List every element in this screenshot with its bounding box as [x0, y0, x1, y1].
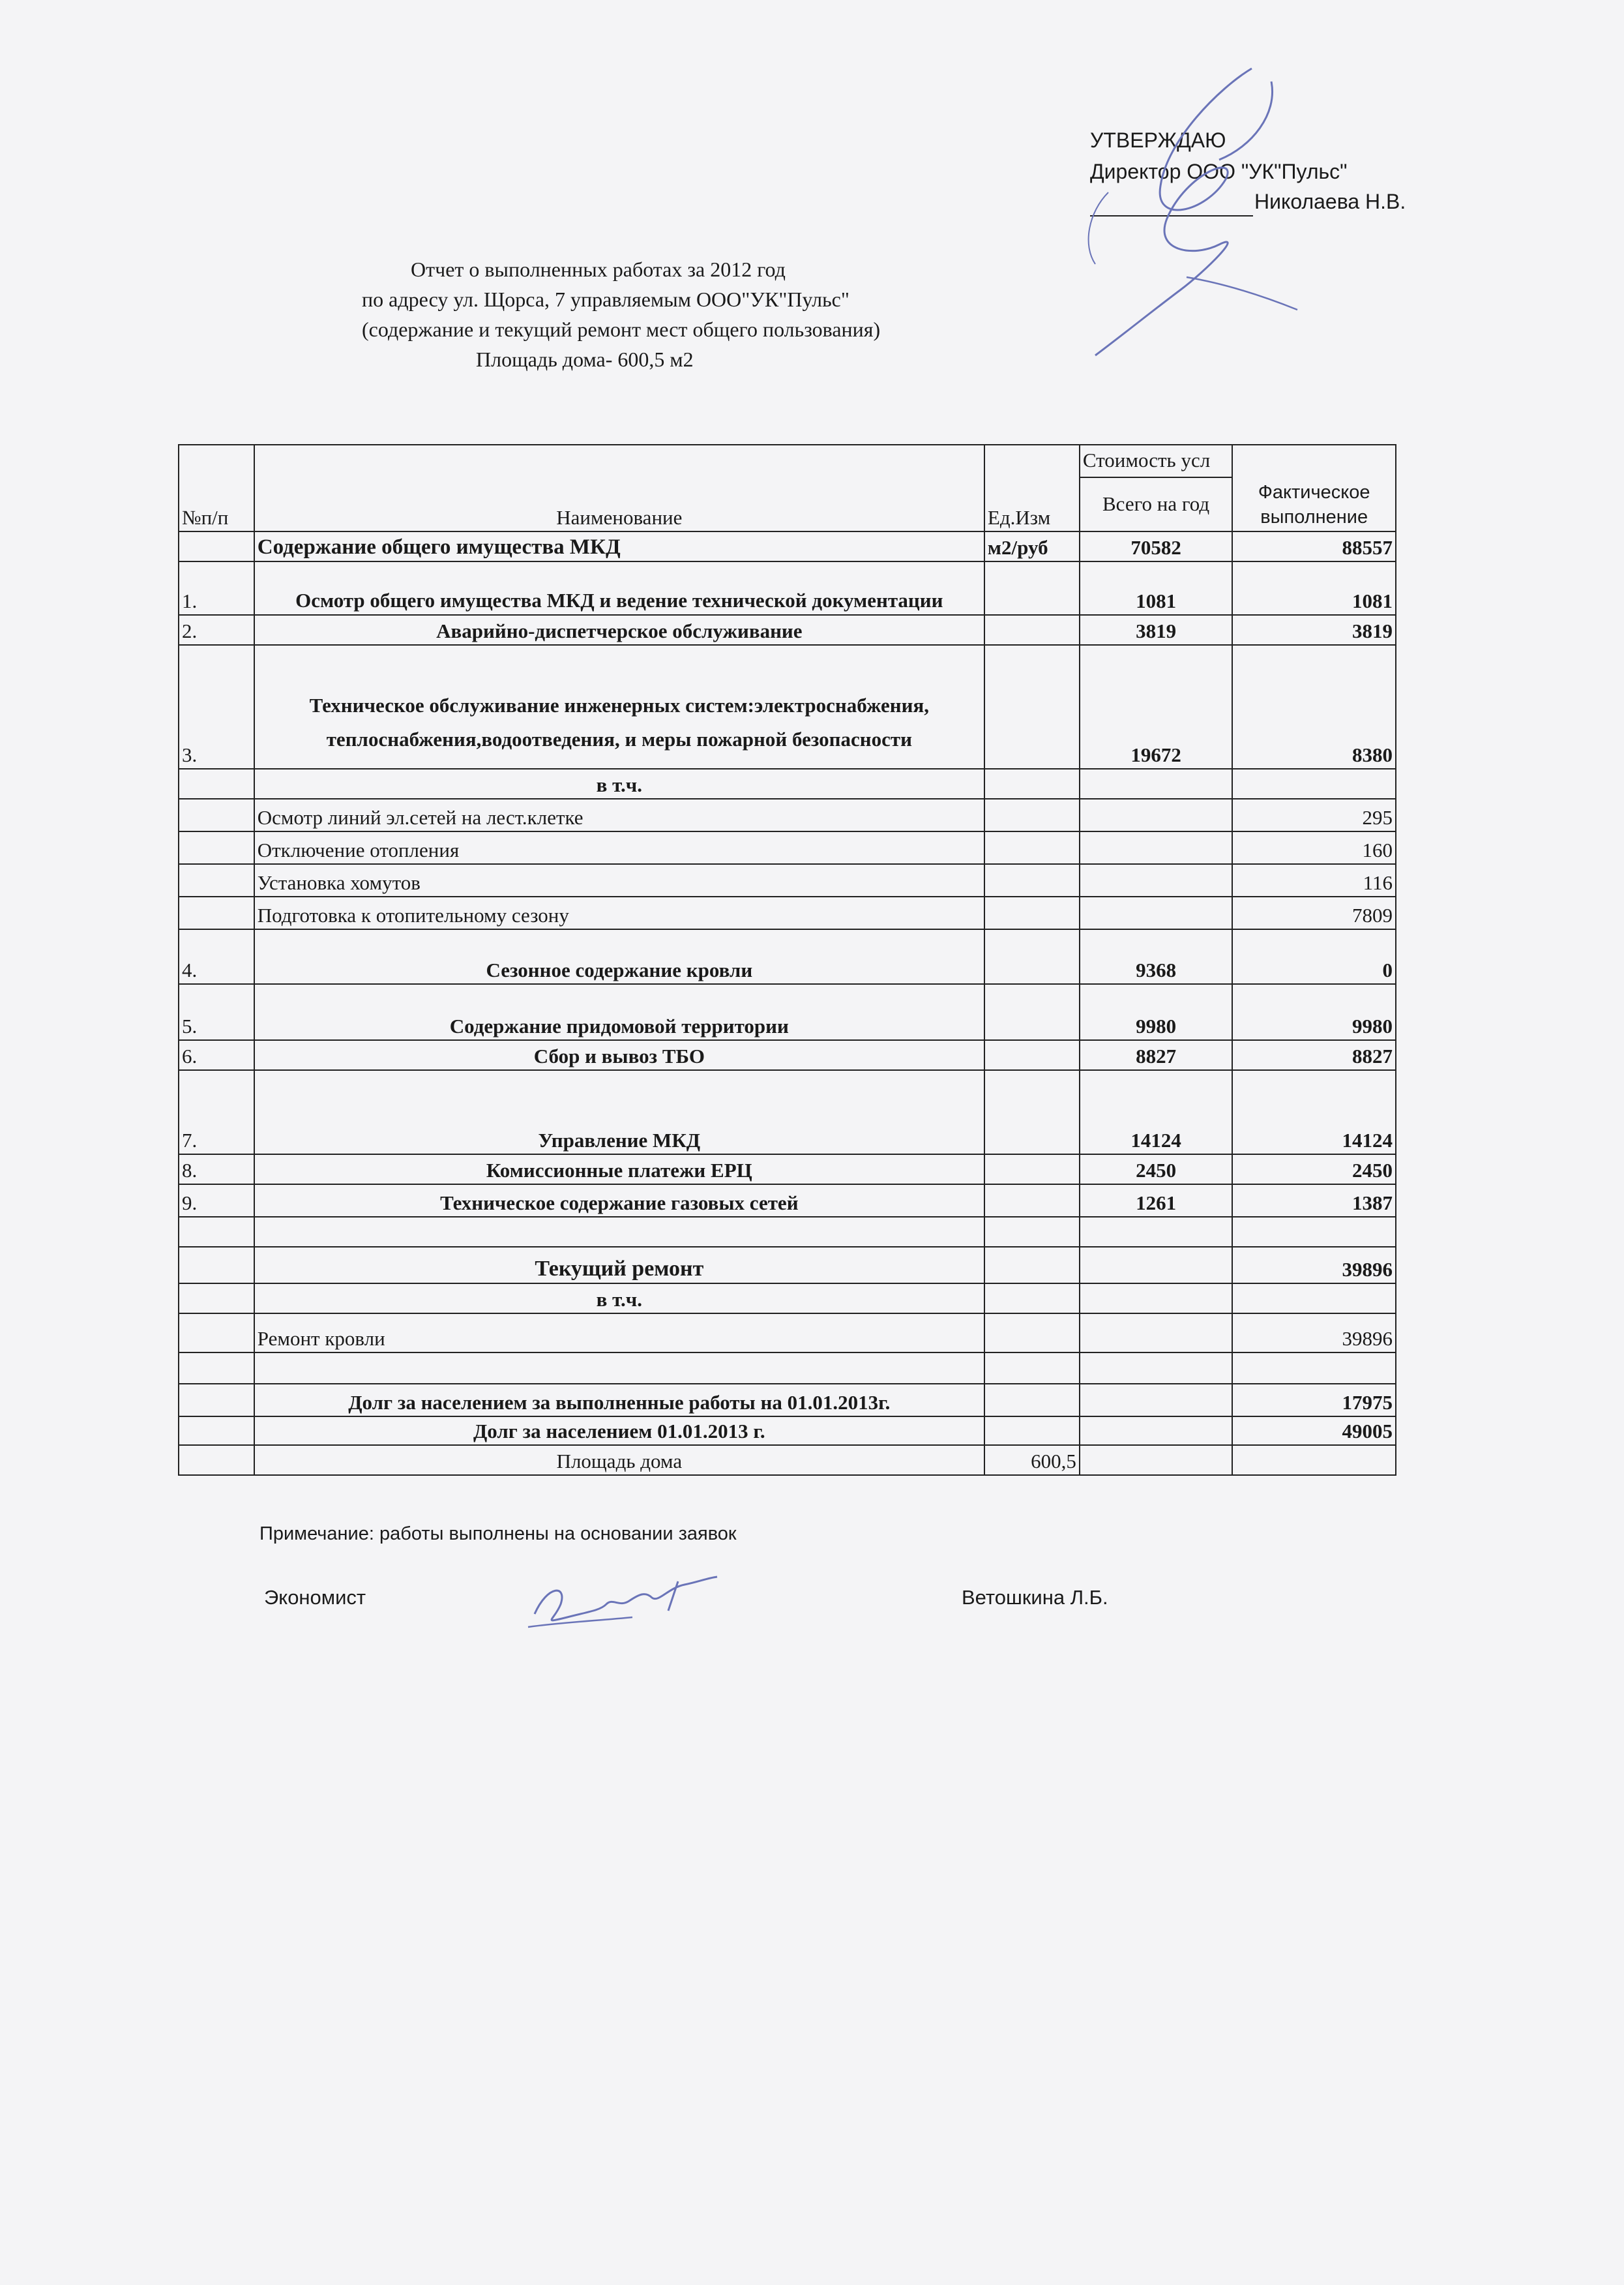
row-name: [254, 1352, 984, 1384]
row-unit: [984, 561, 1080, 615]
row-name: Осмотр линий эл.сетей на лест.клетке: [254, 799, 984, 831]
row-actual: 3819: [1232, 615, 1396, 645]
footnote: Примечание: работы выполнены на основании заявок: [259, 1523, 737, 1544]
title-line-4: Площадь дома- 600,5 м2: [476, 348, 694, 371]
row-total: [1080, 799, 1233, 831]
row-total: 70582: [1080, 531, 1233, 561]
table-row: [179, 831, 1396, 864]
header-name: Наименование: [254, 445, 984, 531]
row-actual: 2450: [1232, 1154, 1396, 1184]
table-row: [179, 929, 1396, 984]
row-actual: [1232, 1217, 1396, 1247]
row-num: [179, 1247, 254, 1283]
row-actual: 295: [1232, 799, 1396, 831]
row-unit: [984, 1352, 1080, 1384]
row-actual: 17975: [1232, 1384, 1396, 1416]
row-num: [179, 1313, 254, 1352]
row-total: 3819: [1080, 615, 1233, 645]
row-name: Отключение отопления: [254, 831, 984, 864]
row-actual: 39896: [1232, 1313, 1396, 1352]
table-row: [179, 1154, 1396, 1184]
signoff-role: Экономист: [264, 1586, 366, 1609]
table-row: [179, 799, 1396, 831]
row-unit: [984, 1247, 1080, 1283]
table-row: [179, 984, 1396, 1040]
row-total: [1080, 769, 1233, 799]
table-row: [179, 561, 1396, 615]
row-num: [179, 831, 254, 864]
row-actual: 116: [1232, 864, 1396, 897]
table-row: [179, 1070, 1396, 1154]
table-row: [179, 1283, 1396, 1313]
row-name: Аварийно-диспетчерское обслуживание: [254, 615, 984, 645]
row-name: Техническое обслуживание инженерных систем:электроснабжения, теплоснабжения,водоотведения, и меры пожарной безопасности: [254, 645, 984, 769]
table-row: [179, 1184, 1396, 1217]
row-actual: [1232, 1445, 1396, 1475]
approval-position: Директор ООО "УК"Пульс": [1090, 160, 1348, 183]
row-num: [179, 1217, 254, 1247]
row-total: [1080, 1313, 1233, 1352]
row-total: [1080, 1217, 1233, 1247]
row-unit: 600,5: [984, 1445, 1080, 1475]
table-row: [179, 1040, 1396, 1070]
row-num: [179, 864, 254, 897]
header-num: №п/п: [179, 445, 254, 531]
table-row: [179, 864, 1396, 897]
row-unit: [984, 1416, 1080, 1445]
row-actual: 88557: [1232, 531, 1396, 561]
table-row: [179, 897, 1396, 929]
row-unit: [984, 984, 1080, 1040]
table-row: [179, 1352, 1396, 1384]
row-name: в т.ч.: [254, 1283, 984, 1313]
row-total: 9368: [1080, 929, 1233, 984]
row-num: 3.: [179, 645, 254, 769]
row-actual: [1232, 1283, 1396, 1313]
row-num: 1.: [179, 561, 254, 615]
row-unit: [984, 1040, 1080, 1070]
row-num: [179, 531, 254, 561]
row-total: [1080, 1416, 1233, 1445]
row-num: [179, 769, 254, 799]
row-total: [1080, 1384, 1233, 1416]
row-total: [1080, 1445, 1233, 1475]
approval-name: Николаева Н.В.: [1254, 190, 1406, 213]
row-name: Осмотр общего имущества МКД и ведение технической документации: [254, 561, 984, 615]
row-name: в т.ч.: [254, 769, 984, 799]
title-line-1: Отчет о выполненных работах за 2012 год: [411, 258, 786, 281]
row-actual: 1387: [1232, 1184, 1396, 1217]
row-unit: [984, 1184, 1080, 1217]
row-total: [1080, 1283, 1233, 1313]
row-total: 2450: [1080, 1154, 1233, 1184]
row-total: [1080, 1247, 1233, 1283]
row-name: Управление МКД: [254, 1070, 984, 1154]
row-unit: [984, 1154, 1080, 1184]
table-row: [179, 531, 1396, 561]
row-total: 14124: [1080, 1070, 1233, 1154]
row-num: [179, 1283, 254, 1313]
row-name: Подготовка к отопительному сезону: [254, 897, 984, 929]
table-row: [179, 645, 1396, 769]
row-name: Долг за населением 01.01.2013 г.: [254, 1416, 984, 1445]
row-name: [254, 1217, 984, 1247]
row-actual: 160: [1232, 831, 1396, 864]
table-row: [179, 1247, 1396, 1283]
row-name: Содержание придомовой территории: [254, 984, 984, 1040]
row-num: 2.: [179, 615, 254, 645]
row-unit: [984, 1283, 1080, 1313]
row-total: [1080, 831, 1233, 864]
row-name: Содержание общего имущества МКД: [254, 531, 984, 561]
row-unit: [984, 864, 1080, 897]
row-name: Комиссионные платежи ЕРЦ: [254, 1154, 984, 1184]
row-actual: 1081: [1232, 561, 1396, 615]
row-unit: [984, 1384, 1080, 1416]
row-unit: [984, 929, 1080, 984]
row-total: 1261: [1080, 1184, 1233, 1217]
row-unit: [984, 799, 1080, 831]
row-actual: 39896: [1232, 1247, 1396, 1283]
row-actual: [1232, 1352, 1396, 1384]
title-line-2: по адресу ул. Щорса, 7 управляемым ООО"УК"Пульс": [362, 288, 849, 311]
director-signature: [1056, 62, 1330, 375]
row-num: [179, 799, 254, 831]
row-total: [1080, 864, 1233, 897]
report-table: [178, 444, 1396, 1476]
row-name: Техническое содержание газовых сетей: [254, 1184, 984, 1217]
row-unit: [984, 897, 1080, 929]
row-unit: [984, 645, 1080, 769]
row-num: [179, 897, 254, 929]
row-unit: [984, 769, 1080, 799]
table-row: [179, 1313, 1396, 1352]
row-name: Сезонное содержание кровли: [254, 929, 984, 984]
row-num: 7.: [179, 1070, 254, 1154]
table-row: [179, 1217, 1396, 1247]
row-num: [179, 1445, 254, 1475]
row-name: Ремонт кровли: [254, 1313, 984, 1352]
row-num: 6.: [179, 1040, 254, 1070]
row-total: 8827: [1080, 1040, 1233, 1070]
row-unit: м2/руб: [984, 531, 1080, 561]
row-actual: 49005: [1232, 1416, 1396, 1445]
economist-signature: [522, 1565, 743, 1637]
row-unit: [984, 1070, 1080, 1154]
row-num: [179, 1384, 254, 1416]
row-actual: 7809: [1232, 897, 1396, 929]
row-total: 9980: [1080, 984, 1233, 1040]
row-actual: 14124: [1232, 1070, 1396, 1154]
header-cost-group: Стоимость усл: [1080, 445, 1233, 477]
approval-title: УТВЕРЖДАЮ: [1090, 128, 1226, 152]
row-num: 5.: [179, 984, 254, 1040]
row-total: [1080, 897, 1233, 929]
row-unit: [984, 1217, 1080, 1247]
row-num: 9.: [179, 1184, 254, 1217]
row-num: [179, 1416, 254, 1445]
row-num: [179, 1352, 254, 1384]
table-row: [179, 1384, 1396, 1416]
row-total: 1081: [1080, 561, 1233, 615]
header-unit: Ед.Изм: [984, 445, 1080, 531]
row-unit: [984, 1313, 1080, 1352]
row-unit: [984, 615, 1080, 645]
row-actual: 0: [1232, 929, 1396, 984]
header-actual: Фактическое выполнение: [1232, 445, 1396, 531]
table-row: [179, 1445, 1396, 1475]
row-actual: 8827: [1232, 1040, 1396, 1070]
row-actual: 9980: [1232, 984, 1396, 1040]
signoff-name: Ветошкина Л.Б.: [962, 1586, 1108, 1609]
row-total: [1080, 1352, 1233, 1384]
report-title: [352, 254, 978, 374]
row-name: Сбор и вывоз ТБО: [254, 1040, 984, 1070]
row-num: 8.: [179, 1154, 254, 1184]
row-name: Площадь дома: [254, 1445, 984, 1475]
row-actual: 8380: [1232, 645, 1396, 769]
row-unit: [984, 831, 1080, 864]
table-row: [179, 769, 1396, 799]
row-name: Установка хомутов: [254, 864, 984, 897]
row-num: 4.: [179, 929, 254, 984]
table-row: [179, 1416, 1396, 1445]
row-total: 19672: [1080, 645, 1233, 769]
title-line-3: (содержание и текущий ремонт мест общего пользования): [362, 318, 881, 341]
header-total-year: Всего на год: [1080, 477, 1233, 531]
row-actual: [1232, 769, 1396, 799]
row-name: Долг за населением за выполненные работы на 01.01.2013г.: [254, 1384, 984, 1416]
table-row: [179, 615, 1396, 645]
row-name: Текущий ремонт: [254, 1247, 984, 1283]
